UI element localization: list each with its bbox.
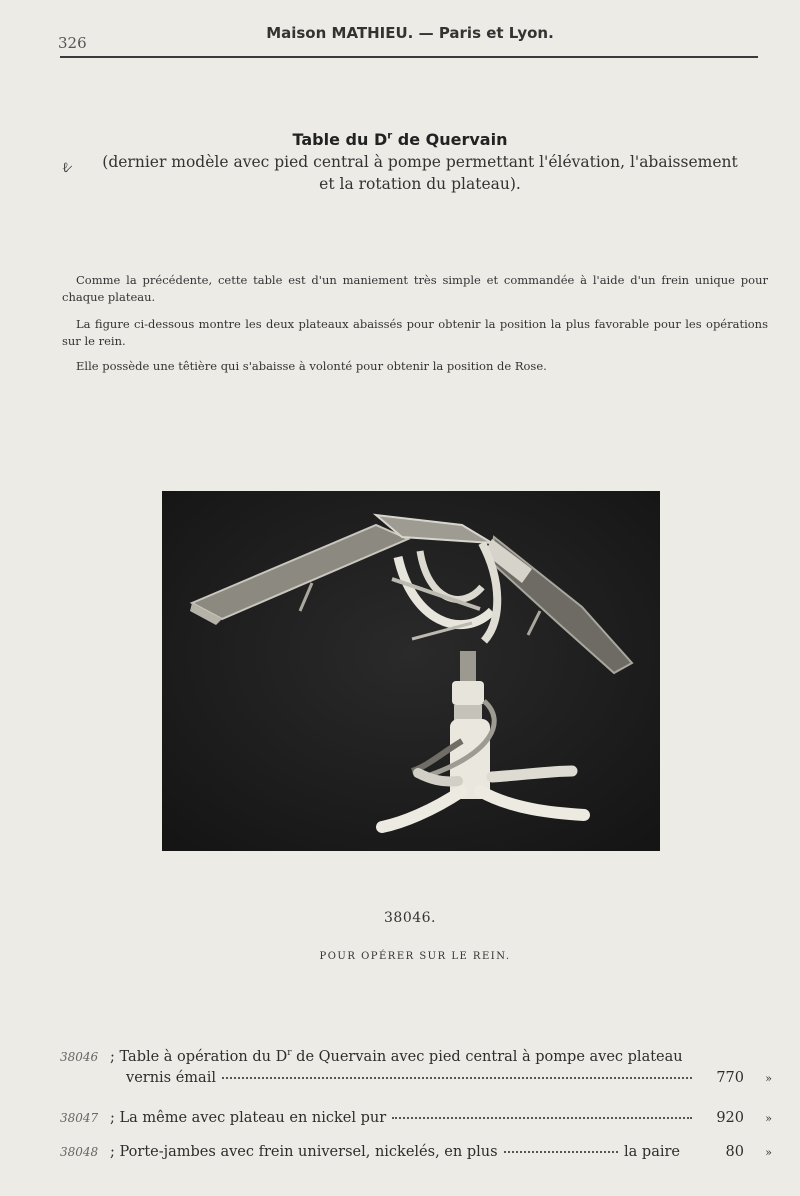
margin-mark-icon: ℓ̷ [62, 160, 69, 176]
price-unit: » [765, 1112, 772, 1125]
catalog-price: 80 [725, 1144, 744, 1160]
article-subtitle: (dernier modèle avec pied central à pompe permettant l'élévation, l'abaissement et la rotation du plateau). [102, 153, 738, 193]
catalog-description: La même avec plateau en nickel pur [119, 1110, 387, 1126]
catalog-description: Table à opération du $D^r$ de Quervain avec pied central à pompe avec plateau [119, 1048, 683, 1065]
page-number: 326 [58, 34, 87, 52]
catalog-ref: 38047 [60, 1111, 99, 1125]
dot-leader [222, 1077, 692, 1079]
catalog-qualifier: la paire [624, 1144, 680, 1160]
catalog-price: 920 [716, 1110, 744, 1126]
figure-caption: POUR OPÉRER SUR LE REIN. [319, 951, 511, 962]
header-rule [60, 56, 758, 58]
catalog-entry: 38046 ; Table à opération du $D^r$ de Quervain avec pied central à pompe avec plateau vernis émail 770 » [60, 1048, 772, 1086]
figure-number: 38046. [384, 910, 436, 926]
catalog-entry: 38048 ; Porte-jambes avec frein universel, nickelés, en plus la paire 80 » [60, 1144, 772, 1160]
paragraph-2: La figure ci-dessous montre les deux plateaux abaissés pour obtenir la position la plus favorable pour les opérations sur le rein. [62, 317, 768, 348]
paragraph-3: Elle possède une têtière qui s'abaisse à volonté pour obtenir la position de Rose. [76, 359, 547, 373]
paragraph-1: Comme la précédente, cette table est d'un maniement très simple et commandée à l'aide d'un frein unique pour chaque plateau. [62, 273, 768, 304]
catalog-description-continued: vernis émail [126, 1070, 216, 1086]
article-title: Table du $D^r$ de Quervain [292, 130, 508, 149]
catalog-description: Porte-jambes avec frein universel, nickelés, en plus [119, 1144, 498, 1160]
price-unit: » [765, 1072, 772, 1085]
catalog-ref: 38048 [60, 1145, 99, 1159]
dot-leader [504, 1151, 619, 1153]
catalog-entry: 38047 ; La même avec plateau en nickel pur 920 » [60, 1110, 772, 1126]
dot-leader [392, 1117, 692, 1119]
operating-table-photo [162, 491, 660, 851]
price-unit: » [765, 1146, 772, 1159]
catalog-ref: 38046 [60, 1049, 99, 1064]
catalog-price: 770 [716, 1070, 744, 1086]
running-title: Maison MATHIEU. — Paris et Lyon. [266, 24, 554, 42]
operating-table-illustration [162, 491, 660, 851]
